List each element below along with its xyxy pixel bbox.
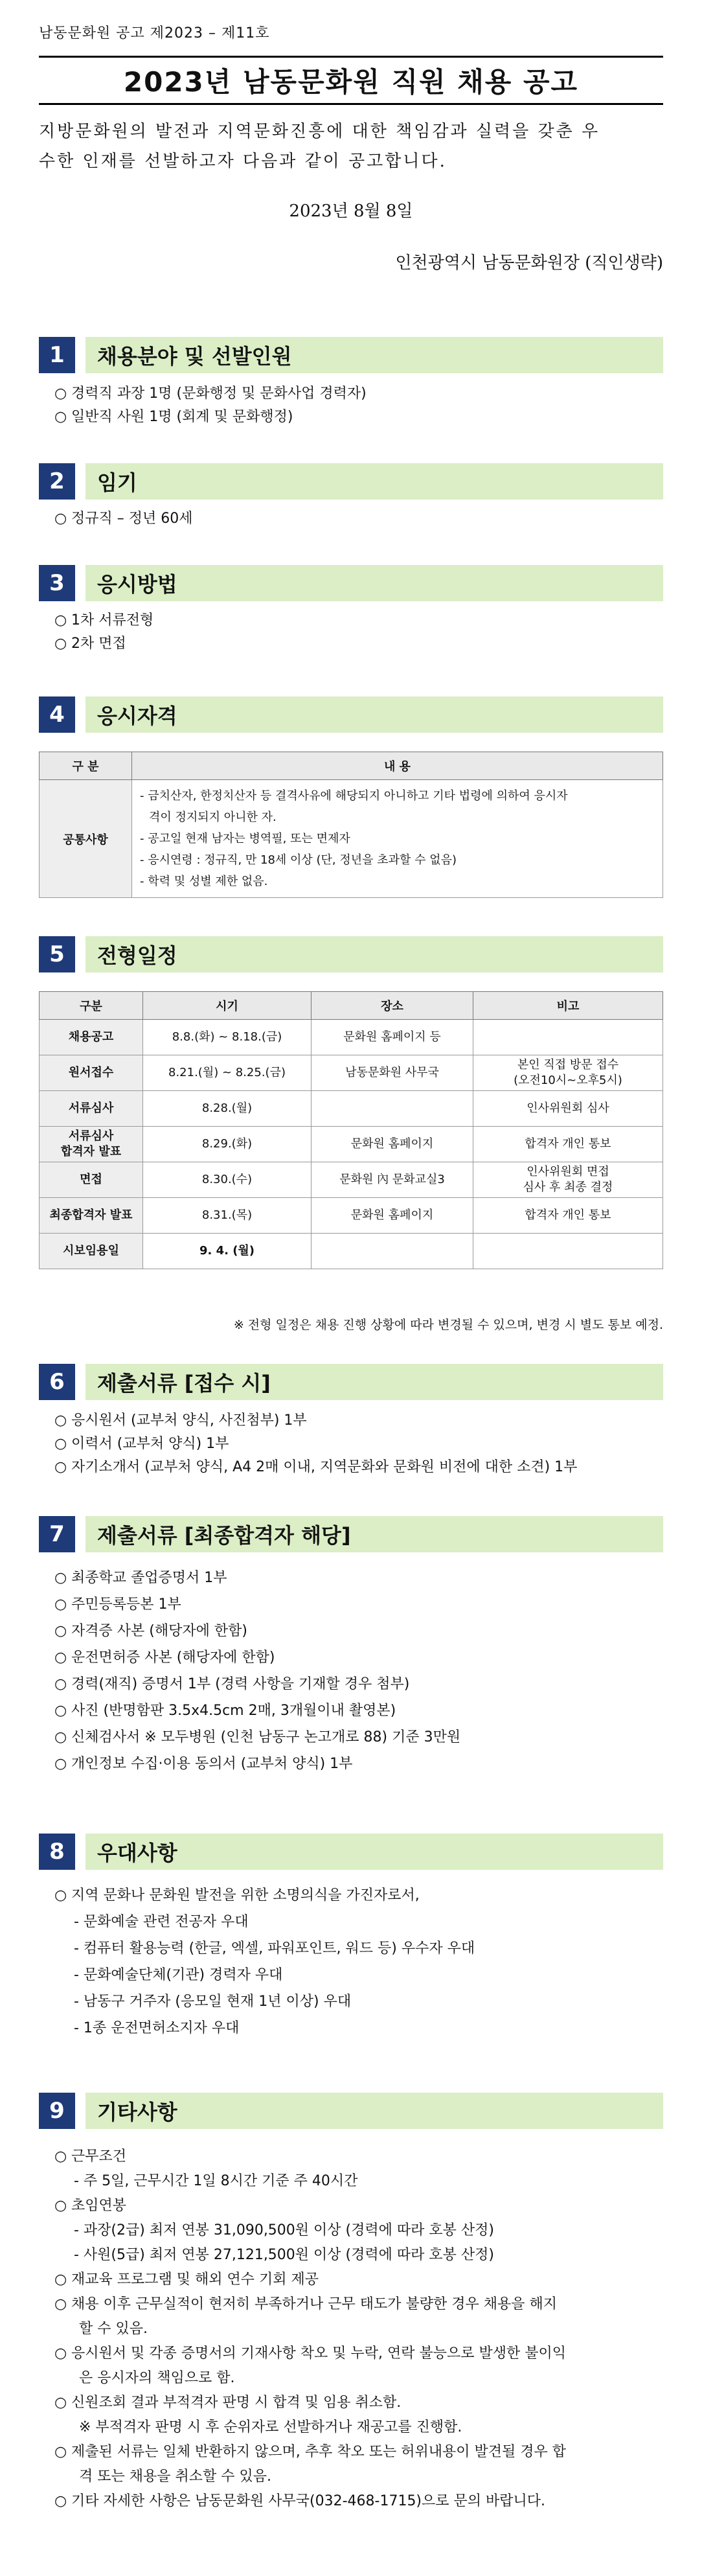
section-title: 제출서류 [접수 시]: [85, 1364, 663, 1400]
row-label: 면접: [40, 1162, 143, 1198]
row-label: 공통사항: [40, 780, 132, 898]
schedule-note: ※ 전형 일정은 채용 진행 상황에 따라 변경될 수 있으며, 변경 시 별도 통보 예정.: [233, 1318, 663, 1332]
circle-bullet-icon: ○: [54, 1570, 67, 1586]
section-2-items: [54, 507, 650, 531]
list-item: ○ 근무조건: [54, 2145, 650, 2169]
table-row: [40, 780, 663, 898]
page-title: 2023년 남동문화원 직원 채용 공고: [39, 56, 663, 105]
list-item: ○ 응시원서 (교부처 양식, 사진첨부) 1부: [54, 1409, 650, 1432]
section-header-4: [39, 696, 663, 733]
list-item: ○ 주민등록등본 1부: [54, 1591, 650, 1618]
table-row: [40, 1234, 663, 1269]
section-header-3: [39, 565, 663, 601]
section-title: 채용분야 및 선발인원: [85, 337, 663, 373]
row-label: 채용공고: [40, 1020, 143, 1055]
qualification-line: - 공고일 현재 남자는 병역필, 또는 면제자: [140, 832, 350, 845]
notice-date: 2023년 8월 8일: [289, 201, 413, 221]
section-title: 임기: [85, 463, 663, 500]
section-7-items: [54, 1565, 650, 1777]
circle-bullet-icon: ○: [54, 2271, 67, 2288]
list-item: ○ 운전면허증 사본 (해당자에 한함): [54, 1644, 650, 1671]
table-cell: 9. 4. (월): [143, 1234, 311, 1269]
qualification-content: [132, 780, 663, 898]
table-cell: 8.28.(월): [143, 1091, 311, 1127]
table-header-row: [40, 752, 663, 780]
circle-bullet-icon: ○: [54, 385, 67, 402]
list-item: ○ 신원조회 결과 부적격자 판명 시 합격 및 임용 취소함.: [54, 2391, 650, 2415]
column-header: 구분: [40, 992, 143, 1020]
table-cell: 8.8.(화) ~ 8.18.(금): [143, 1020, 311, 1055]
list-item: ○ 초임연봉: [54, 2194, 650, 2218]
list-item: ○ 이력서 (교부처 양식) 1부: [54, 1432, 650, 1456]
circle-bullet-icon: ○: [54, 409, 67, 425]
circle-bullet-icon: ○: [54, 1703, 67, 1719]
section-6-items: [54, 1409, 650, 1479]
list-item: ○ 자기소개서 (교부처 양식, A4 2매 이내, 지역문화와 문화원 비전에 대한 소견) 1부: [54, 1456, 650, 1479]
list-item: ○ 제출된 서류는 일체 반환하지 않으며, 추후 착오 또는 허위내용이 발견될 경우 합: [54, 2440, 650, 2465]
section-9-items: [54, 2145, 650, 2514]
section-header-6: [39, 1364, 663, 1400]
row-label: 시보임용일: [40, 1234, 143, 1269]
circle-bullet-icon: ○: [54, 1623, 67, 1639]
row-label: 서류심사 합격자 발표: [40, 1127, 143, 1162]
section-number: 9: [39, 2093, 75, 2129]
column-header: 내 용: [132, 752, 663, 780]
list-item: ○ 재교육 프로그램 및 해외 연수 기회 제공: [54, 2268, 650, 2292]
intro-text: [39, 117, 663, 176]
qualification-line: - 금치산자, 한정치산자 등 결격사유에 해당되지 아니하고 기타 법령에 의하여 응시자: [140, 789, 568, 803]
circle-bullet-icon: ○: [54, 1729, 67, 1745]
table-header-row: [40, 992, 663, 1020]
list-item: ○ 일반직 사원 1명 (회계 및 문화행정): [54, 406, 650, 429]
sub-item: - 남동구 거주자 (응모일 현재 1년 이상) 우대: [74, 1994, 352, 2010]
table-cell: [311, 1234, 473, 1269]
table-cell: 문화원 홈페이지: [311, 1198, 473, 1234]
section-number: 7: [39, 1516, 75, 1552]
section-header-7: [39, 1516, 663, 1552]
section-title: 전형일정: [85, 936, 663, 972]
row-label: 서류심사: [40, 1091, 143, 1127]
table-cell: 합격자 개인 통보: [473, 1127, 663, 1162]
circle-bullet-icon: ○: [54, 2148, 67, 2165]
sub-item: - 1종 운전면허소지자 우대: [74, 2020, 240, 2036]
list-item: ○ 정규직 – 정년 60세: [54, 507, 650, 531]
section-title: 제출서류 [최종합격자 해당]: [85, 1516, 663, 1552]
row-label: 원서접수: [40, 1055, 143, 1091]
circle-bullet-icon: ○: [54, 612, 67, 628]
continued-line: 격 또는 채용을 취소할 수 있음.: [79, 2468, 271, 2485]
section-header-8: [39, 1834, 663, 1870]
circle-bullet-icon: ○: [54, 1676, 67, 1692]
list-item: ○ 자격증 사본 (해당자에 한함): [54, 1618, 650, 1644]
table-row: [40, 1198, 663, 1234]
list-item: ○ 신체검사서 ※ 모두병원 (인천 남동구 논고개로 88) 기준 3만원: [54, 1724, 650, 1751]
sub-item: - 문화예술 관련 전공자 우대: [74, 1914, 249, 1930]
list-item: ○ 개인정보 수집·이용 동의서 (교부처 양식) 1부: [54, 1751, 650, 1777]
notice-reference: 남동문화원 공고 제2023 – 제11호: [39, 25, 270, 41]
list-item: ○ 응시원서 및 각종 증명서의 기재사항 착오 및 누락, 연락 불능으로 발생한 불이익: [54, 2341, 650, 2366]
sub-item: - 문화예술단체(기관) 경력자 우대: [74, 1967, 283, 1983]
qualification-line: - 학력 및 성별 제한 없음.: [140, 875, 268, 888]
list-item: ○ 2차 면접: [54, 632, 650, 656]
table-cell: 합격자 개인 통보: [473, 1198, 663, 1234]
table-row: [40, 1055, 663, 1091]
circle-bullet-icon: ○: [54, 2493, 67, 2509]
circle-bullet-icon: ○: [54, 2296, 67, 2312]
section-8-items: [54, 1882, 650, 2041]
circle-bullet-icon: ○: [54, 2345, 67, 2362]
section-number: 5: [39, 936, 75, 972]
table-row: [40, 1020, 663, 1055]
circle-bullet-icon: ○: [54, 1650, 67, 1666]
qualification-table: [39, 752, 663, 898]
circle-bullet-icon: ○: [54, 1596, 67, 1613]
list-item: ○ 기타 자세한 사항은 남동문화원 사무국(032-468-1715)으로 문의 바랍니다.: [54, 2489, 650, 2514]
list-item: ○ 최종학교 졸업증명서 1부: [54, 1565, 650, 1591]
circle-bullet-icon: ○: [54, 636, 67, 652]
table-cell: 인사위원회 심사: [473, 1091, 663, 1127]
section-number: 3: [39, 565, 75, 601]
column-header: 구 분: [40, 752, 132, 780]
continued-line: ※ 부적격자 판명 시 후 순위자로 선발하거나 재공고를 진행함.: [79, 2419, 462, 2435]
list-item: ○ 경력직 과장 1명 (문화행정 및 문화사업 경력자): [54, 382, 650, 406]
table-cell: 8.29.(화): [143, 1127, 311, 1162]
section-number: 2: [39, 463, 75, 500]
circle-bullet-icon: ○: [54, 2444, 67, 2460]
section-number: 4: [39, 696, 75, 733]
circle-bullet-icon: ○: [54, 1887, 67, 1903]
table-cell: 문화원 內 문화교실3: [311, 1162, 473, 1198]
table-row: [40, 1091, 663, 1127]
qualification-line: - 응시연령 : 정규직, 만 18세 이상 (단, 정년을 초과할 수 없음): [140, 853, 457, 867]
column-header: 장소: [311, 992, 473, 1020]
circle-bullet-icon: ○: [54, 2198, 67, 2214]
table-cell: 본인 직접 방문 접수 (오전10시~오후5시): [473, 1055, 663, 1091]
column-header: 비고: [473, 992, 663, 1020]
table-cell: [311, 1091, 473, 1127]
intro-line: 수한 인재를 선발하고자 다음과 같이 공고합니다.: [39, 152, 447, 171]
section-number: 6: [39, 1364, 75, 1400]
section-header-2: [39, 463, 663, 500]
section-title: 기타사항: [85, 2093, 663, 2129]
section-number: 8: [39, 1834, 75, 1870]
table-row: [40, 1127, 663, 1162]
list-item: ○ 1차 서류전형: [54, 609, 650, 632]
column-header: 시기: [143, 992, 311, 1020]
table-cell: 문화원 홈페이지 등: [311, 1020, 473, 1055]
row-label: 최종합격자 발표: [40, 1198, 143, 1234]
section-header-1: [39, 337, 663, 373]
circle-bullet-icon: ○: [54, 1436, 67, 1452]
table-cell: 문화원 홈페이지: [311, 1127, 473, 1162]
section-title: 우대사항: [85, 1834, 663, 1870]
section-number: 1: [39, 337, 75, 373]
sub-item: - 사원(5급) 최저 연봉 27,121,500원 이상 (경력에 따라 호봉 산정): [74, 2247, 494, 2263]
continued-line: 할 수 있음.: [79, 2321, 148, 2337]
table-cell: [473, 1020, 663, 1055]
table-cell: [473, 1234, 663, 1269]
section-3-items: [54, 609, 650, 656]
section-header-9: [39, 2093, 663, 2129]
qualification-line: 격이 정지되지 아니한 자.: [149, 811, 277, 824]
circle-bullet-icon: ○: [54, 2395, 67, 2411]
list-item: ○ 지역 문화나 문화원 발전을 위한 소명의식을 가진자로서,: [54, 1882, 650, 1909]
section-header-5: [39, 936, 663, 972]
table-cell: 남동문화원 사무국: [311, 1055, 473, 1091]
circle-bullet-icon: ○: [54, 1756, 67, 1772]
section-1-items: [54, 382, 650, 429]
circle-bullet-icon: ○: [54, 1459, 67, 1475]
continued-line: 은 응시자의 책임으로 함.: [79, 2370, 235, 2386]
section-title: 응시방법: [85, 565, 663, 601]
sub-item: - 컴퓨터 활용능력 (한글, 엑셀, 파워포인트, 워드 등) 우수자 우대: [74, 1940, 475, 1957]
list-item: ○ 채용 이후 근무실적이 현저히 부족하거나 근무 태도가 불량한 경우 채용을 해지: [54, 2292, 650, 2317]
section-title: 응시자격: [85, 696, 663, 733]
circle-bullet-icon: ○: [54, 511, 67, 527]
list-item: ○ 사진 (반명함판 3.5x4.5cm 2매, 3개월이내 촬영본): [54, 1697, 650, 1724]
circle-bullet-icon: ○: [54, 1412, 67, 1429]
sub-item: - 과장(2급) 최저 연봉 31,090,500원 이상 (경력에 따라 호봉 산정): [74, 2222, 494, 2238]
notice-signer: 인천광역시 남동문화원장 (직인생략): [395, 253, 663, 273]
intro-line: 지방문화원의 발전과 지역문화진흥에 대한 책임감과 실력을 갖춘 우: [39, 122, 600, 141]
sub-item: - 주 5일, 근무시간 1일 8시간 기준 주 40시간: [74, 2173, 358, 2189]
table-cell: 8.30.(수): [143, 1162, 311, 1198]
list-item: ○ 경력(재직) 증명서 1부 (경력 사항을 기재할 경우 첨부): [54, 1671, 650, 1697]
table-cell: 인사위원회 면접 심사 후 최종 결정: [473, 1162, 663, 1198]
table-cell: 8.21.(월) ~ 8.25.(금): [143, 1055, 311, 1091]
table-row: [40, 1162, 663, 1198]
table-cell: 8.31.(목): [143, 1198, 311, 1234]
schedule-table: [39, 991, 663, 1269]
